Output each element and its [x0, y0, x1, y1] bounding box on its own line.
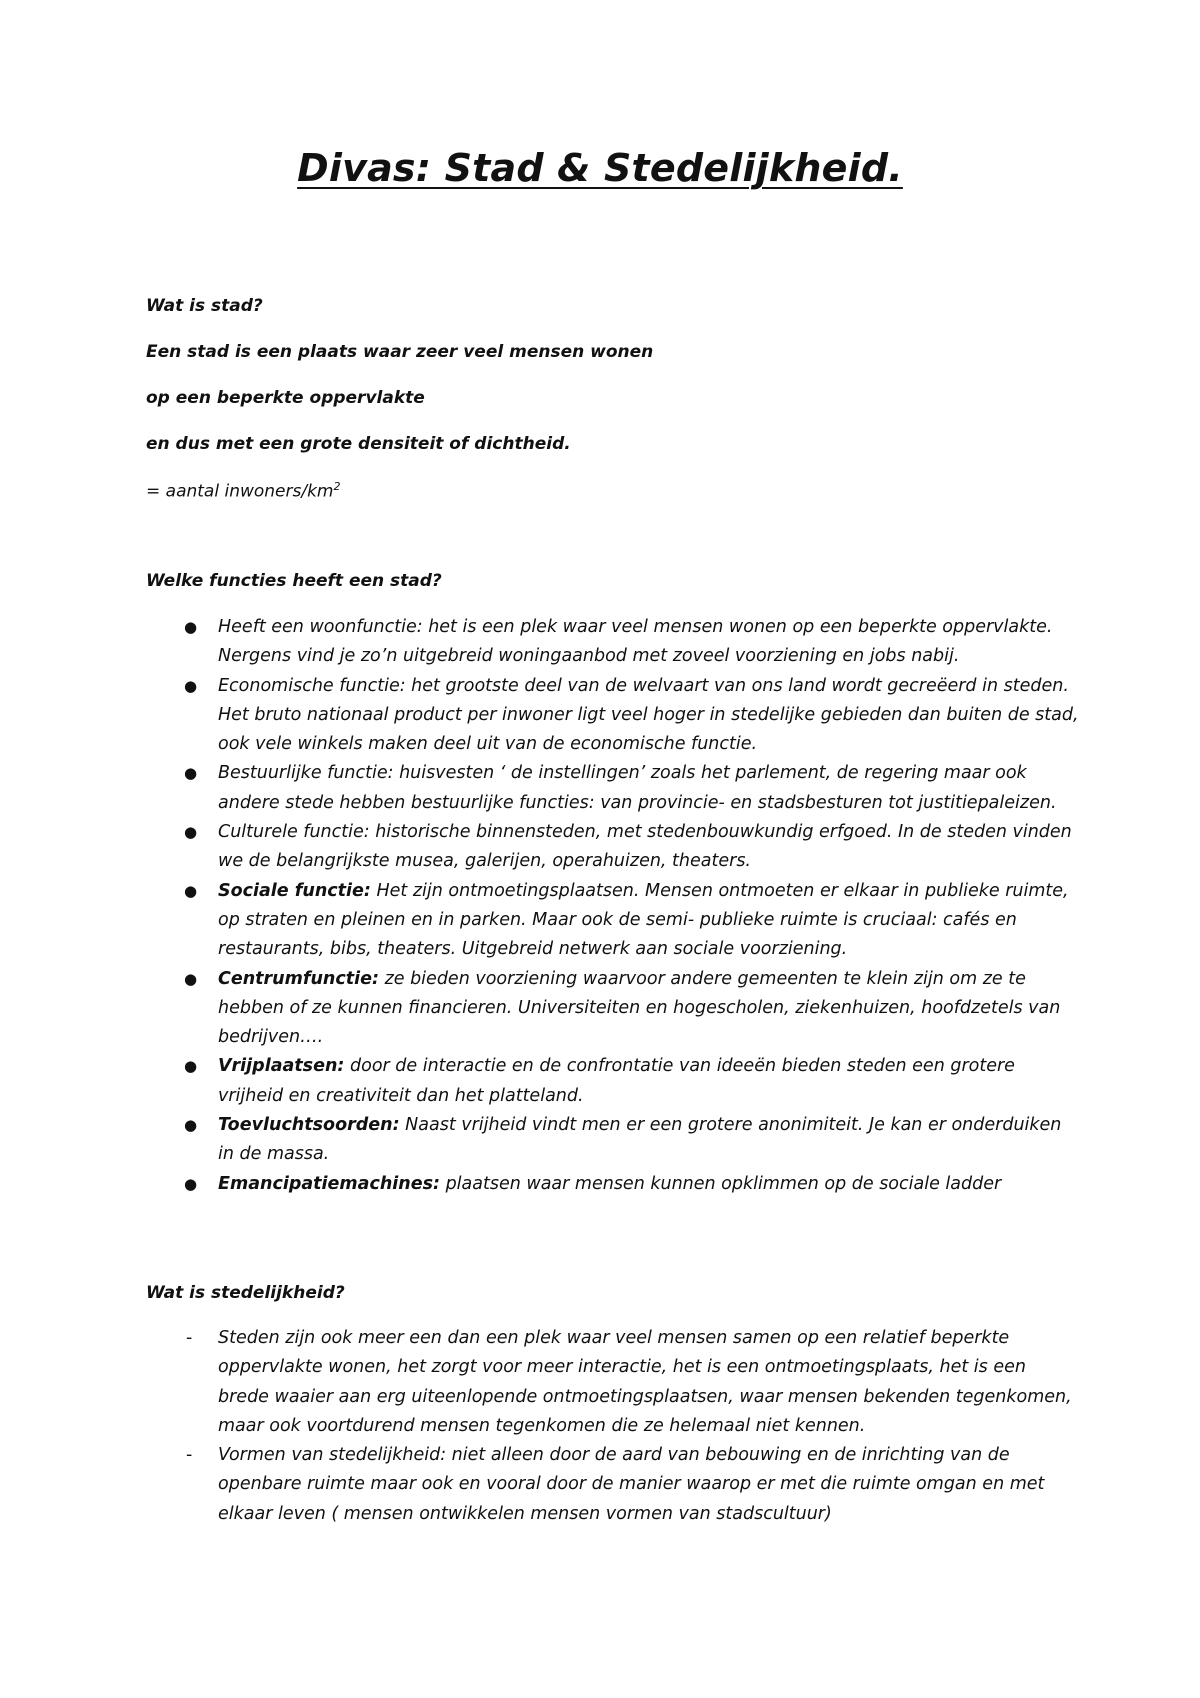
item-text: Culturele functie: historische binnensteden, met stedenbouwkundig erfgoed. In de steden vinden we de belangrijkste musea, galerijen, operahuizen, theaters.: [218, 822, 1072, 872]
item-text: ze bieden voorziening waarvoor andere gemeenten te klein zijn om ze te hebben of ze kunnen financieren. Universiteiten en hogescholen, ziekenhuizen, hoofdzetels van bedrijven….: [218, 968, 1061, 1048]
item-text: Economische functie: het grootste deel van de welvaart van ons land wordt gecreëerd in steden. Het bruto nationaal product per inwoner ligt veel hoger in stedelijke gebieden dan buiten de stad, ook vele winkels maken deel uit van de economische functie.: [218, 675, 1079, 755]
definition-line-1: Een stad is een plaats waar zeer veel mensen wonen: [146, 342, 654, 362]
dash-icon: -: [186, 1445, 193, 1466]
item-text: Vormen van stedelijkheid: niet alleen door de aard van bebouwing en de inrichting van de openbare ruimte maar ook en vooral door de manier waarop er met die ruimte omgan en met elkaar leven ( mensen ontwikkelen mensen vormen van stadscultuur): [218, 1445, 1045, 1524]
list-item: [146, 672, 1081, 760]
functions-bullet-list: [146, 613, 1081, 1199]
density-formula: [146, 480, 340, 502]
list-item: [146, 1111, 1081, 1170]
density-formula-text: = aantal inwoners/km: [146, 481, 334, 502]
section-heading-wat-is-stad: Wat is stad?: [146, 296, 263, 316]
bullet-icon: ●: [184, 764, 198, 783]
bullet-icon: ●: [184, 881, 198, 900]
definition-line-2: op een beperkte oppervlakte: [146, 388, 425, 408]
item-keyword: Centrumfunctie:: [218, 968, 379, 989]
section-heading-stedelijkheid: Wat is stedelijkheid?: [146, 1283, 345, 1303]
bullet-icon: ●: [184, 676, 198, 695]
item-text: plaatsen waar mensen kunnen opklimmen op de sociale ladder: [440, 1173, 1002, 1194]
dash-icon: -: [186, 1328, 193, 1348]
bullet-icon: ●: [184, 969, 198, 988]
item-text: Naast vrijheid vindt men er een grotere anonimiteit. Je kan er onderduiken in de massa.: [218, 1115, 1062, 1165]
item-text: Heeft een woonfunctie: het is een plek waar veel mensen wonen op een beperkte oppervlakte. Nergens vind je zo’n uitgebreid woningaanbod met zoveel voorziening en jobs nabij.: [218, 617, 1053, 667]
item-text: Het zijn ontmoetingsplaatsen. Mensen ontmoeten er elkaar in publieke ruimte, op straten en pleinen en in parken. Maar ook de semi- publieke ruimte is cruciaal: cafés en restaurants, bibs, theaters. Uitgebreid netwerk aan sociale voorziening.: [218, 880, 1069, 960]
item-keyword: Vrijplaatsen:: [218, 1056, 345, 1077]
list-item: [146, 613, 1081, 672]
list-item: [146, 1324, 1081, 1441]
item-text: Bestuurlijke functie: huisvesten ‘ de instellingen’ zoals het parlement, de regering maar ook andere stede hebben bestuurlijke functies: van provincie- en stadsbesturen tot justitiepaleizen.: [218, 763, 1057, 813]
definition-line-3: en dus met een grote densiteit of dichtheid.: [146, 434, 571, 454]
item-keyword: Sociale functie:: [218, 880, 371, 901]
document-title: Divas: Stad & Stedelijkheid.: [297, 146, 903, 190]
bullet-icon: ●: [184, 1057, 198, 1076]
list-item: [146, 1170, 1081, 1199]
list-item: [146, 1052, 1081, 1111]
list-item: [146, 877, 1081, 965]
density-formula-exponent: 2: [333, 480, 341, 493]
item-text: Steden zijn ook meer een dan een plek waar veel mensen samen op een relatief beperkte oppervlakte wonen, het zorgt voor meer interactie, het is een ontmoetingsplaats, het is een brede waaier aan erg uiteenlopende ontmoetingsplaatsen, waar mensen bekenden tegenkomen, maar ook voortdurend mensen tegenkomen die ze helemaal niet kennen.: [218, 1328, 1072, 1436]
bullet-icon: ●: [184, 1116, 198, 1135]
bullet-icon: ●: [184, 618, 198, 636]
bullet-icon: ●: [184, 823, 198, 842]
bullet-icon: ●: [184, 1174, 198, 1193]
stedelijkheid-dash-list: [146, 1324, 1081, 1529]
list-item: [146, 759, 1081, 818]
list-item: [146, 1441, 1081, 1529]
section-heading-functies: Welke functies heeft een stad?: [146, 571, 442, 591]
item-text: door de interactie en de confrontatie van ideeën bieden steden een grotere vrijheid en creativiteit dan het platteland.: [218, 1056, 1015, 1106]
list-item: [146, 965, 1081, 1053]
list-item: [146, 818, 1081, 877]
item-keyword: Toevluchtsoorden:: [218, 1115, 400, 1136]
item-keyword: Emancipatiemachines:: [218, 1173, 441, 1194]
